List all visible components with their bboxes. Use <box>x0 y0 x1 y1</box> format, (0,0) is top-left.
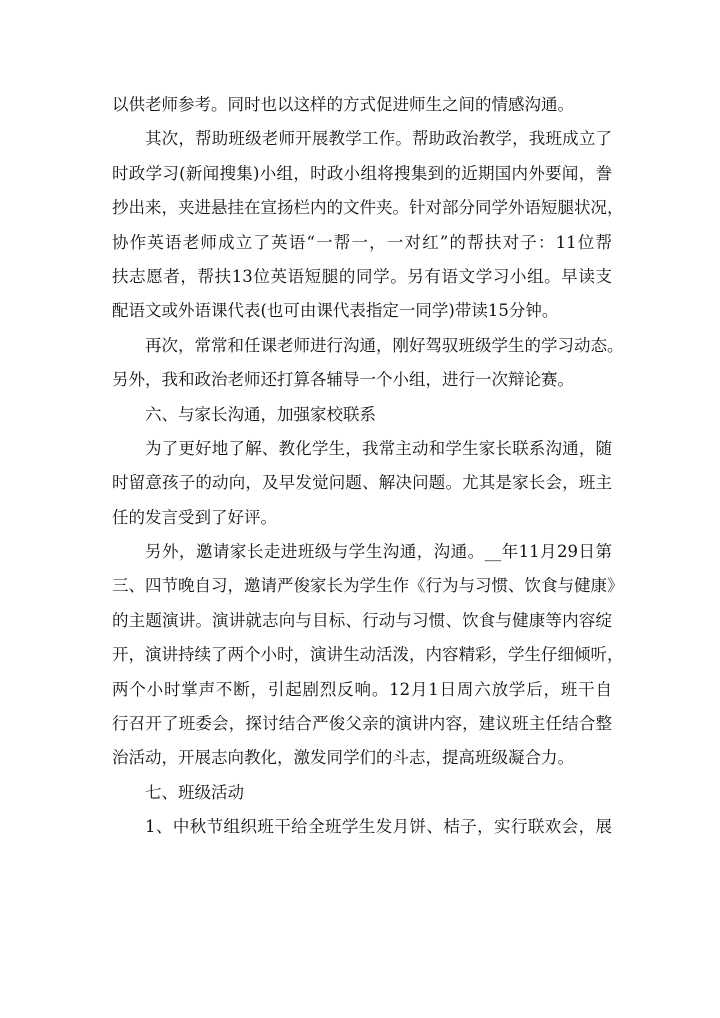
paragraph-line: 配语文或外语课代表(也可由课代表指定一同学)带读15分钟。 <box>112 301 559 321</box>
paragraph-line: 时留意孩子的动向，及早发觉问题、解决问题。尤其是家长会，班主 <box>112 473 612 493</box>
paragraph-line: 以供老师参考。同时也以这样的方式促进师生之间的情感沟通。 <box>112 95 574 114</box>
paragraph-line: 两个小时掌声不断，引起剧烈反响。12月1日周六放学后，班干自 <box>112 679 612 699</box>
document-page <box>112 88 624 845</box>
paragraph-line: 开，演讲持续了两个小时，演讲生动活泼，内容精彩，学生仔细倾听， <box>112 645 624 665</box>
paragraph-line: 为了更好地了解、教化学生，我常主动和学生家长联系沟通，随 <box>145 438 612 458</box>
paragraph-line: 另外，我和政治老师还打算各辅导一个小组，进行一次辩论赛。 <box>112 370 574 390</box>
paragraph-line: 1、中秋节组织班干给全班学生发月饼、桔子，实行联欢会，展 <box>145 817 612 837</box>
paragraph-line: 扶志愿者，帮扶13位英语短腿的同学。另有语文学习小组。早读支 <box>112 266 612 286</box>
paragraph-line: 再次，常常和任课老师进行沟通，刚好驾驭班级学生的学习动态。 <box>145 335 624 355</box>
paragraph-line: 抄出来，夹进悬挂在宣扬栏内的文件夹。针对部分同学外语短腿状况， <box>112 198 624 218</box>
section-heading: 六、与家长沟通，加强家校联系 <box>145 404 376 424</box>
paragraph-line: 行召开了班委会，探讨结合严俊父亲的演讲内容，建议班主任结合整 <box>112 714 612 734</box>
paragraph-line: 三、四节晚自习，邀请严俊家长为学生作《行为与习惯、饮食与健康》 <box>112 576 624 596</box>
paragraph-line: 的主题演讲。演讲就志向与目标、行动与习惯、饮食与健康等内容绽 <box>112 610 612 630</box>
paragraph-line: 协作英语老师成立了英语“一帮一，一对红”的帮扶对子：11位帮 <box>112 232 612 252</box>
paragraph-line: 其次，帮助班级老师开展教学工作。帮助政治教学，我班成立了 <box>145 129 612 149</box>
paragraph-line: 时政学习(新闻搜集)小组，时政小组将搜集到的近期国内外要闻，誊 <box>112 163 612 183</box>
paragraph-line: 治活动，开展志向教化，激发同学们的斗志，提高班级凝合力。 <box>112 748 574 768</box>
section-heading: 七、班级活动 <box>145 782 244 802</box>
paragraph-line: 另外，邀请家长走进班级与学生沟通，沟通。__年11月29日第 <box>145 542 612 562</box>
paragraph-line: 任的发言受到了好评。 <box>112 507 277 527</box>
